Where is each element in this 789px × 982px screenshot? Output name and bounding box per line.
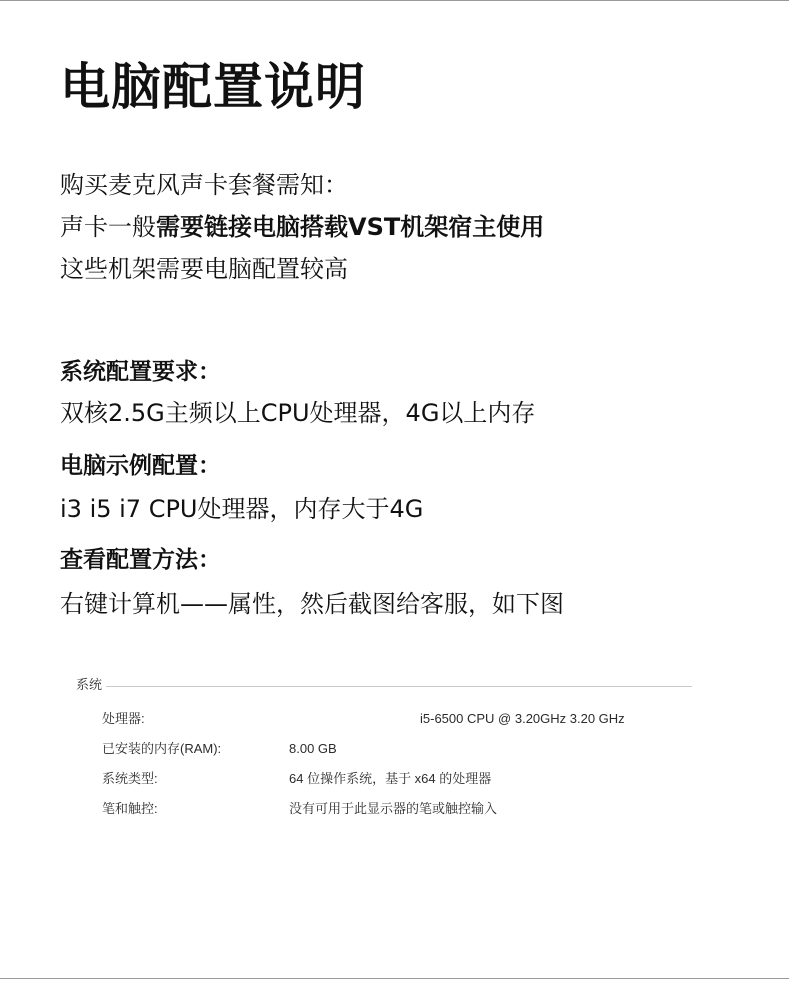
intro-line-2 xyxy=(60,210,544,244)
example-heading: 电脑示例配置： xyxy=(60,453,221,479)
system-header-label: 系统 xyxy=(76,677,103,692)
system-type-value: 64 位操作系统，基于 x64 的处理器 xyxy=(289,771,492,786)
system-section-header xyxy=(76,676,692,694)
processor-label: 处理器: xyxy=(102,711,145,726)
intro-line-3: 这些机架需要电脑配置较高 xyxy=(60,255,348,283)
bottom-divider xyxy=(0,978,789,979)
ram-label: 已安装的内存(RAM): xyxy=(102,741,222,756)
requirements-text: 双核2.5G主频以上CPU处理器，4G以上内存 xyxy=(60,399,536,427)
intro-line-2-bold: 需要链接电脑搭载VST机架宿主使用 xyxy=(156,213,545,241)
system-properties-screenshot xyxy=(76,676,692,826)
intro-line-1: 购买麦克风声卡套餐需知： xyxy=(60,171,348,199)
pen-touch-value: 没有可用于此显示器的笔或触控输入 xyxy=(289,801,498,816)
system-header-divider xyxy=(106,686,692,687)
top-divider xyxy=(0,0,789,1)
ram-value: 8.00 GB xyxy=(289,741,337,756)
requirements-heading: 系统配置要求： xyxy=(60,359,221,385)
system-type-label: 系统类型: xyxy=(102,771,158,786)
method-text: 右键计算机——属性，然后截图给客服，如下图 xyxy=(60,590,564,618)
pen-touch-label: 笔和触控: xyxy=(102,801,158,816)
processor-value: i5-6500 CPU @ 3.20GHz 3.20 GHz xyxy=(420,711,625,726)
intro-line-2-prefix: 声卡一般 xyxy=(60,213,156,241)
example-text: i3 i5 i7 CPU处理器，内存大于4G xyxy=(60,495,424,523)
method-heading: 查看配置方法： xyxy=(60,547,221,573)
page-title: 电脑配置说明 xyxy=(60,58,366,116)
